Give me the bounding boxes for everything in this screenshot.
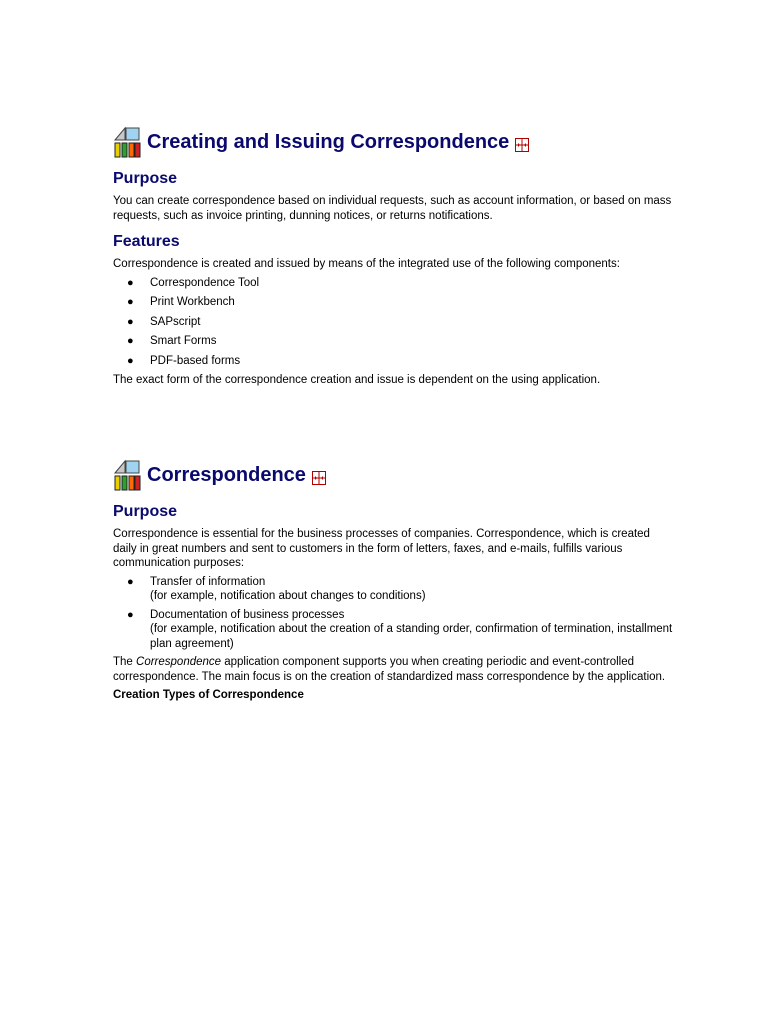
list-item-detail: (for example, notification about the creation of a standing order, confirmation of termination, installment plan agreement) <box>150 623 673 650</box>
features-intro: Correspondence is created and issued by means of the integrated use of the following components: <box>113 258 620 270</box>
list-item: ● Correspondence Tool <box>127 276 260 289</box>
list-item-detail: (for example, notification about changes to conditions) <box>150 590 426 602</box>
structure-link-icon[interactable] <box>515 138 529 152</box>
list-item: ● Print Workbench <box>127 296 235 309</box>
section-creating-issuing <box>113 125 673 387</box>
list-item <box>113 608 673 652</box>
purpose-heading: Purpose <box>113 170 178 187</box>
features-heading: Features <box>113 233 180 250</box>
list-item: ● PDF-based forms <box>127 354 241 367</box>
bullet-icon: ● <box>127 276 134 289</box>
section-correspondence <box>113 458 673 703</box>
list-item: ● Smart Forms <box>127 335 217 348</box>
page-title: Creating and Issuing Correspondence <box>147 130 510 153</box>
features-list <box>113 276 673 373</box>
list-item-label: Transfer of information <box>150 575 266 588</box>
list-item: ● SAPscript <box>127 315 201 328</box>
support-text: The Correspondence application component supports you when creating periodic and event-controlled correspondence. The main focus is on the creation of standardized mass correspondence by the application. <box>113 656 666 683</box>
component-name: Correspondence <box>136 656 222 668</box>
purposes-list <box>113 575 673 652</box>
sap-component-icon <box>113 126 141 158</box>
purpose-heading: Purpose <box>113 503 178 520</box>
creation-types-label: Creation Types of Correspondence <box>113 689 304 701</box>
features-outro: The exact form of the correspondence creation and issue is dependent on the using application. <box>113 373 601 386</box>
section-title: Correspondence <box>147 463 306 486</box>
purpose-text: Correspondence is essential for the business processes of companies. Correspondence, which is created daily in great numbers and sent to customers in the form of letters, faxes, and e-mails, fulfills various communication purposes: <box>113 528 650 569</box>
purpose-text: You can create correspondence based on individual requests, such as account information, or based on mass requests, such as invoice printing, dunning notices, or returns notifications. <box>113 195 672 222</box>
bullet-icon: ● <box>127 315 134 328</box>
section-title-row <box>113 458 673 492</box>
bullet-icon: ● <box>127 296 134 309</box>
list-item <box>113 575 673 604</box>
bullet-icon: ● <box>127 575 134 588</box>
bullet-icon: ● <box>127 335 134 348</box>
section-title-row <box>113 125 673 159</box>
bullet-icon: ● <box>127 608 134 621</box>
bullet-icon: ● <box>127 354 134 367</box>
sap-component-icon <box>113 459 141 491</box>
list-item-label: Documentation of business processes <box>150 608 345 621</box>
structure-link-icon[interactable] <box>312 471 326 485</box>
